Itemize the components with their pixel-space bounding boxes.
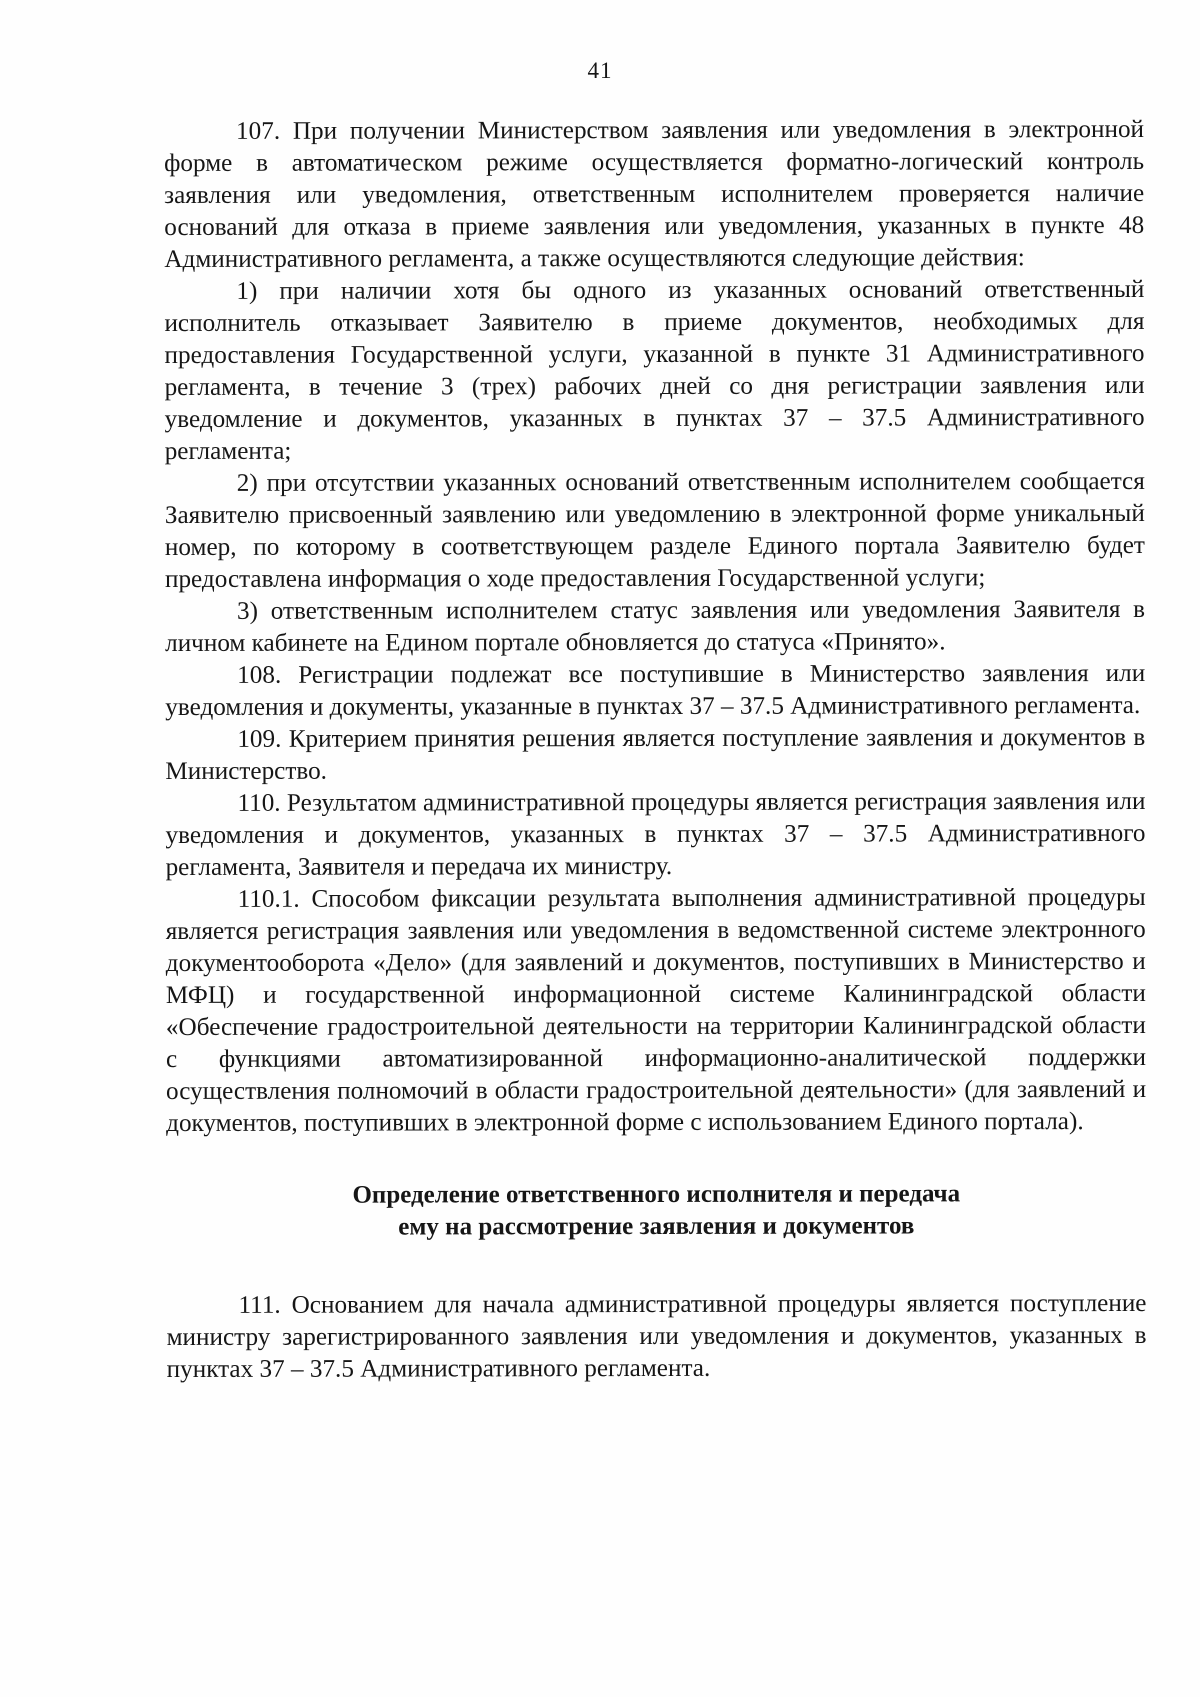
page-number: 41 — [587, 58, 613, 83]
section-heading-line-1: Определение ответственного исполнителя и передача — [352, 1180, 961, 1209]
paragraph-108: 108. Регистрации подлежат все поступившие в Министерство заявления или уведомления и документы, указанные в пунктах 37 – 37.5 Административного регламента. — [165, 659, 1146, 721]
paragraph-107: 107. При получении Министерством заявления или уведомления в электронной форме в автоматическом режиме осуществляется форматно-логический контроль заявления или уведомления, ответственным исполнителем проверяется наличие оснований для отказа в приеме заявления или уведомления, указанных в пункте 48 Административного регламента, а также осуществляются следующие действия: — [164, 115, 1145, 273]
paragraph-107-item-3: 3) ответственным исполнителем статус заявления или уведомления Заявителя в личном кабинете на Едином портале обновляется до статуса «Принято». — [165, 595, 1146, 657]
section-heading — [166, 1178, 1146, 1244]
paragraph-109: 109. Критерием принятия решения является поступление заявления и документов в Министерство. — [165, 723, 1146, 785]
paragraph-107-item-1: 1) при наличии хотя бы одного из указанных оснований ответственный исполнитель отказывает Заявителю в приеме документов, необходимых для предоставления Государственной услуги, указанной в пункте 31 Административного регламента, в течение 3 (трех) рабочих дней со дня регистрации заявления или уведомление и документов, указанных в пунктах 37 – 37.5 Административного регламента; — [164, 275, 1145, 465]
section-heading-line-2: ему на рассмотрение заявления и документов — [398, 1212, 915, 1241]
document-body — [164, 114, 1147, 1386]
paragraph-110-1: 110.1. Способом фиксации результата выполнения административной процедуры является регистрация заявления или уведомления в ведомственной системе электронного документооборота «Дело» (для заявлений и документов, поступивших в Министерство и МФЦ) и государственной информационной системе Калининградской области «Обеспечение градостроительной деятельности на территории Калининградской области с функциями автоматизированной информационно-аналитической поддержки осуществления полномочий в области градостроительной деятельности» (для заявлений и документов, поступивших в электронной форме с использованием Единого портала). — [165, 883, 1147, 1137]
paragraph-110: 110. Результатом административной процедуры является регистрация заявления или уведомления и документов, указанных в пунктах 37 – 37.5 Административного регламента, Заявителя и передача их министру. — [165, 787, 1146, 881]
paragraph-111: 111. Основанием для начала административной процедуры является поступление министру зарегистрированного заявления или уведомления и документов, указанных в пунктах 37 – 37.5 Административного регламента. — [166, 1289, 1147, 1383]
paragraph-107-item-2: 2) при отсутствии указанных оснований ответственным исполнителем сообщается Заявителю присвоенный заявлению или уведомлению в электронной форме уникальный номер, по которому в соответствующем разделе Единого портала Заявителю будет предоставлена информация о ходе предоставления Государственной услуги; — [164, 467, 1145, 593]
